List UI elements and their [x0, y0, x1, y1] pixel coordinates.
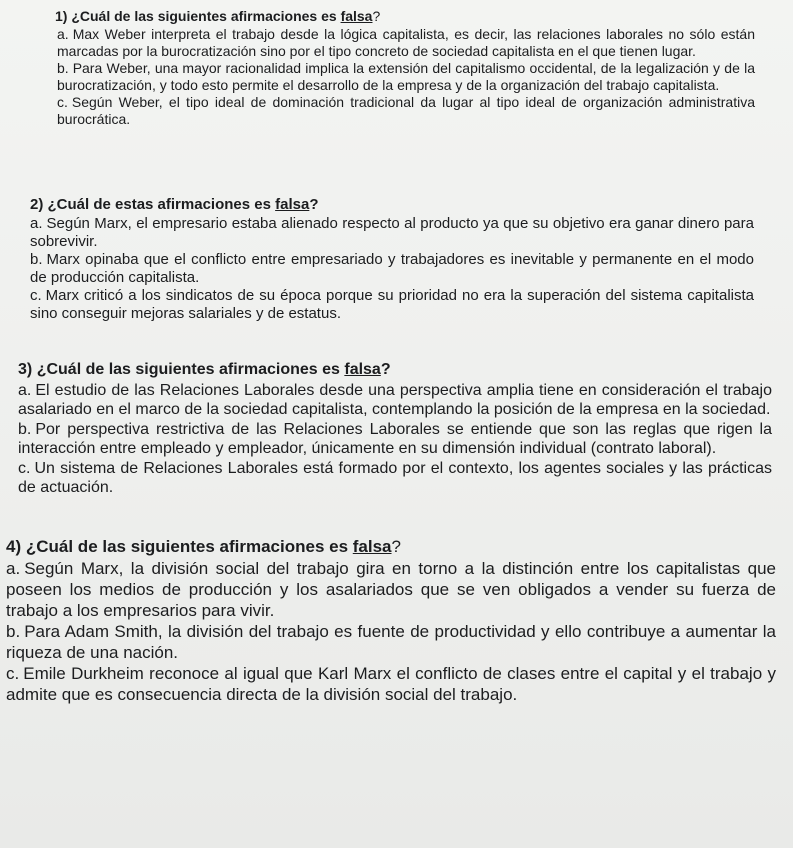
option-text: Para Weber, una mayor racionalidad implica la extensión del capitalismo occidental, de la legalización y de la burocratización, y todo esto permite el desarrollo de la empresa y de la organización del trabajo capitalista. [57, 60, 755, 93]
option-label: a. [57, 26, 69, 42]
question-title [30, 196, 754, 214]
option-c [18, 459, 772, 498]
option-text: Emile Durkheim reconoce al igual que Karl Marx el conflicto de clases entre el capital y el trabajo y admite que es consecuencia directa de la división social del trabajo. [6, 664, 776, 704]
option-a [18, 381, 772, 420]
option-text: Marx criticó a los sindicatos de su época porque su prioridad no era la superación del sistema capitalista sino conseguir mejoras salariales y de estatus. [30, 287, 754, 322]
question-1 [55, 8, 755, 128]
false-keyword: falsa [352, 537, 392, 556]
question-number: 4) [6, 537, 22, 556]
option-text: El estudio de las Relaciones Laborales desde una perspectiva amplia tiene en consideración el trabajo asalariado en el marco de la sociedad capitalista, contemplando la posición de la empresa en la sociedad. [18, 381, 772, 418]
question-number: 2) [30, 196, 44, 213]
option-c [30, 287, 754, 323]
option-label: a. [30, 215, 43, 232]
question-title [55, 8, 755, 25]
option-b [6, 621, 776, 663]
option-text: Un sistema de Relaciones Laborales está formado por el contexto, los agentes sociales y las prácticas de actuación. [18, 459, 772, 496]
option-label: b. [57, 60, 69, 76]
option-b [30, 251, 754, 287]
question-title [18, 360, 772, 380]
question-text: ¿Cuál de las siguientes afirmaciones es [36, 361, 345, 378]
option-label: c. [6, 664, 20, 683]
option-label: c. [18, 459, 31, 477]
option-text: Para Adam Smith, la división del trabajo es fuente de productividad y ello contribuye a aumentar la riqueza de una nación. [6, 622, 776, 662]
option-text: Según Marx, el empresario estaba alienado respecto al producto ya que su objetivo era ganar dinero para sobrevivir. [30, 215, 754, 250]
false-keyword: falsa [275, 196, 310, 213]
question-text: ¿Cuál de las siguientes afirmaciones es [71, 8, 341, 24]
question-3 [18, 360, 772, 498]
option-label: c. [57, 94, 68, 110]
question-mark: ? [391, 537, 401, 556]
question-4 [6, 536, 776, 705]
option-label: c. [30, 287, 42, 304]
option-a [6, 558, 776, 621]
false-keyword: falsa [340, 8, 373, 24]
option-text: Max Weber interpreta el trabajo desde la lógica capitalista, es decir, las relaciones laborales no sólo están marcadas por la burocratización sino por el tipo concreto de sociedad capitalista en el que tienen lugar. [57, 26, 755, 59]
option-text: Según Weber, el tipo ideal de dominación tradicional da lugar al tipo ideal de organización administrativa burocrática. [57, 94, 755, 127]
option-text: Marx opinaba que el conflicto entre empresariado y trabajadores es inevitable y permanente en el modo de producción capitalista. [30, 251, 754, 286]
option-b [55, 60, 755, 94]
question-number: 1) [55, 8, 68, 24]
question-number: 3) [18, 361, 33, 378]
false-keyword: falsa [344, 361, 381, 378]
option-label: b. [30, 251, 43, 268]
option-a [30, 215, 754, 251]
question-mark: ? [309, 196, 319, 213]
option-label: a. [18, 381, 32, 399]
question-title [6, 536, 776, 557]
question-text: ¿Cuál de las siguientes afirmaciones es [25, 537, 353, 556]
option-c [55, 94, 755, 128]
option-label: a. [6, 559, 21, 578]
option-a [55, 26, 755, 60]
option-text: Por perspectiva restrictiva de las Relaciones Laborales se entiende que son las reglas que rigen la interacción entre empleado y empleador, únicamente en su dimensión individual (contrato laboral). [18, 420, 772, 457]
question-mark: ? [380, 361, 391, 378]
option-label: b. [6, 622, 21, 641]
option-c [6, 663, 776, 705]
question-text: ¿Cuál de estas afirmaciones es [47, 196, 276, 213]
option-b [18, 420, 772, 459]
question-2 [30, 196, 754, 323]
question-mark: ? [372, 8, 381, 24]
option-label: b. [18, 420, 32, 438]
option-text: Según Marx, la división social del trabajo gira en torno a la distinción entre los capitalistas que poseen los medios de producción y los asalariados que se ven obligados a vender su fuerza de trabajo a los empresarios para vivir. [6, 559, 776, 620]
